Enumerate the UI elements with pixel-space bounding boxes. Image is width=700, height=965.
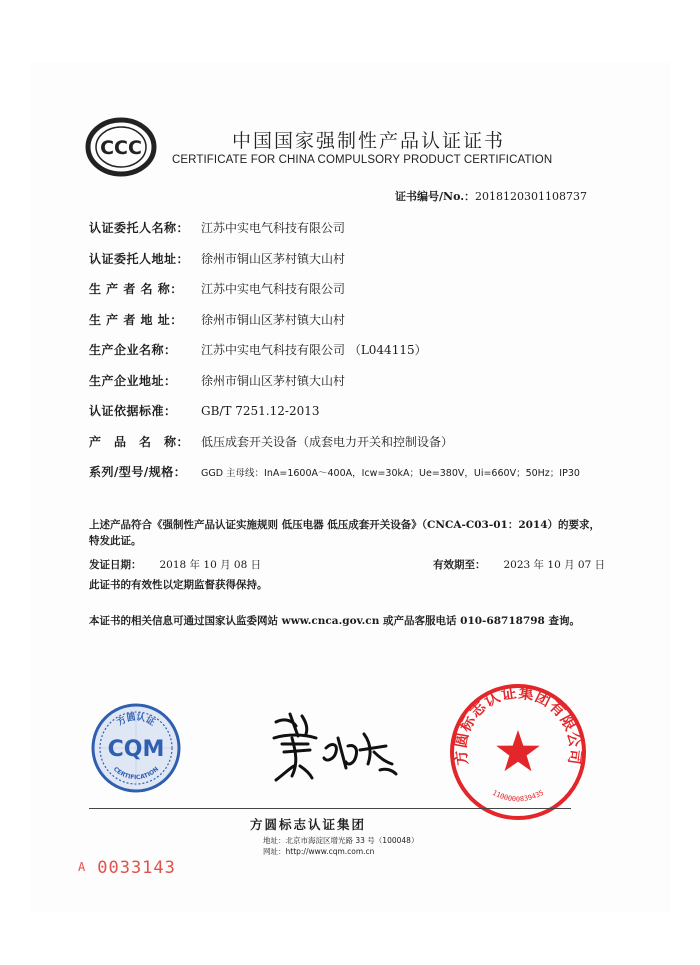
field-value: 徐州市铜山区茅村镇大山村 bbox=[201, 252, 346, 266]
expiry-date bbox=[433, 557, 605, 572]
issue-date-label: 发证日期： bbox=[89, 559, 142, 571]
validity-note: 此证书的有效性以定期监督获得保持。 bbox=[89, 579, 268, 591]
ccc-logo bbox=[85, 117, 157, 177]
svg-text:CERTIFICATION: CERTIFICATION bbox=[111, 765, 161, 782]
certificate-title: 中国国家强制性产品认证证书 bbox=[232, 130, 506, 152]
company-seal bbox=[448, 682, 588, 822]
field-value: GB/T 7251.12-2013 bbox=[201, 404, 320, 418]
issue-date-value: 2018 年 10 月 08 日 bbox=[159, 559, 262, 571]
svg-text:CQM: CQM bbox=[107, 737, 165, 762]
field-factory-name bbox=[89, 341, 427, 359]
field-producer-address bbox=[89, 311, 345, 329]
field-label: 认证委托人地址： bbox=[89, 252, 190, 266]
issue-date bbox=[89, 557, 261, 572]
field-label: 生 产 者 地 址： bbox=[89, 313, 183, 327]
field-value: 徐州市铜山区茅村镇大山村 bbox=[201, 313, 346, 327]
statement-line-1: 上述产品符合《强制性产品认证实施规则 低压电器 低压成套开关设备》（CNCA-C03-01：2014）的要求， bbox=[89, 519, 601, 531]
info-note: 本证书的相关信息可通过国家认监委网站 www.cnca.gov.cn 或产品客服电话 010-68718798 查询。 bbox=[89, 615, 581, 627]
field-product-name bbox=[89, 433, 453, 451]
serial-value: 0033143 bbox=[97, 858, 176, 878]
field-label: 认证委托人名称： bbox=[89, 221, 190, 235]
field-label: 生产企业地址： bbox=[89, 374, 177, 388]
certificate-number-label: 证书编号/No.： bbox=[395, 190, 476, 203]
footer-divider bbox=[89, 808, 571, 809]
svg-text:方圆标志认证集团有限公司: 方圆标志认证集团有限公司 bbox=[451, 683, 585, 767]
field-factory-address bbox=[89, 372, 345, 390]
signature-image bbox=[262, 708, 410, 786]
expiry-date-label: 有效期至： bbox=[433, 559, 486, 571]
certificate-title-en: CERTIFICATE FOR CHINA COMPULSORY PRODUCT CERTIFICATION bbox=[172, 154, 553, 166]
certificate-number-value: 2018120301108737 bbox=[475, 190, 588, 203]
issuer-website: 网址：http://www.cqm.com.cn bbox=[263, 847, 375, 856]
field-value: 江苏中实电气科技有限公司 bbox=[201, 221, 346, 235]
field-label: 生产企业名称： bbox=[89, 343, 177, 357]
cqm-seal bbox=[90, 702, 182, 794]
svg-text:CCC: CCC bbox=[100, 137, 142, 159]
serial-number bbox=[78, 858, 176, 878]
field-label: 产 品 名 称： bbox=[89, 435, 190, 449]
field-client-name bbox=[89, 219, 345, 237]
expiry-date-value: 2023 年 10 月 07 日 bbox=[503, 559, 606, 571]
field-standard bbox=[89, 402, 319, 420]
field-value: GGD 主母线：InA=1600A～400A，Icw=30kA；Ue=380V，Ui=660V；50Hz；IP30 bbox=[201, 468, 580, 479]
issuer-address: 地址：北京市海淀区增光路 33 号（100048） bbox=[263, 836, 419, 845]
field-value: 低压成套开关设备（成套电力开关和控制设备） bbox=[201, 435, 454, 449]
certificate-number bbox=[395, 188, 587, 204]
field-client-address bbox=[89, 250, 345, 268]
issuer-name: 方圆标志认证集团 bbox=[250, 817, 367, 832]
field-producer-name bbox=[89, 280, 345, 298]
field-label: 系列/型号/规格： bbox=[89, 465, 187, 479]
field-label: 生 产 者 名 称： bbox=[89, 282, 183, 296]
statement-line-2: 特发此证。 bbox=[89, 535, 142, 547]
field-value: 徐州市铜山区茅村镇大山村 bbox=[201, 374, 346, 388]
field-model-spec bbox=[89, 463, 580, 481]
field-value: 江苏中实电气科技有限公司 bbox=[201, 282, 346, 296]
field-value: 江苏中实电气科技有限公司 （L044115） bbox=[201, 343, 427, 357]
svg-text:方圆认证: 方圆认证 bbox=[115, 712, 157, 729]
svg-text:1100000839435: 1100000839435 bbox=[490, 788, 546, 804]
serial-prefix: A bbox=[78, 860, 86, 874]
field-label: 认证依据标准： bbox=[89, 404, 177, 418]
